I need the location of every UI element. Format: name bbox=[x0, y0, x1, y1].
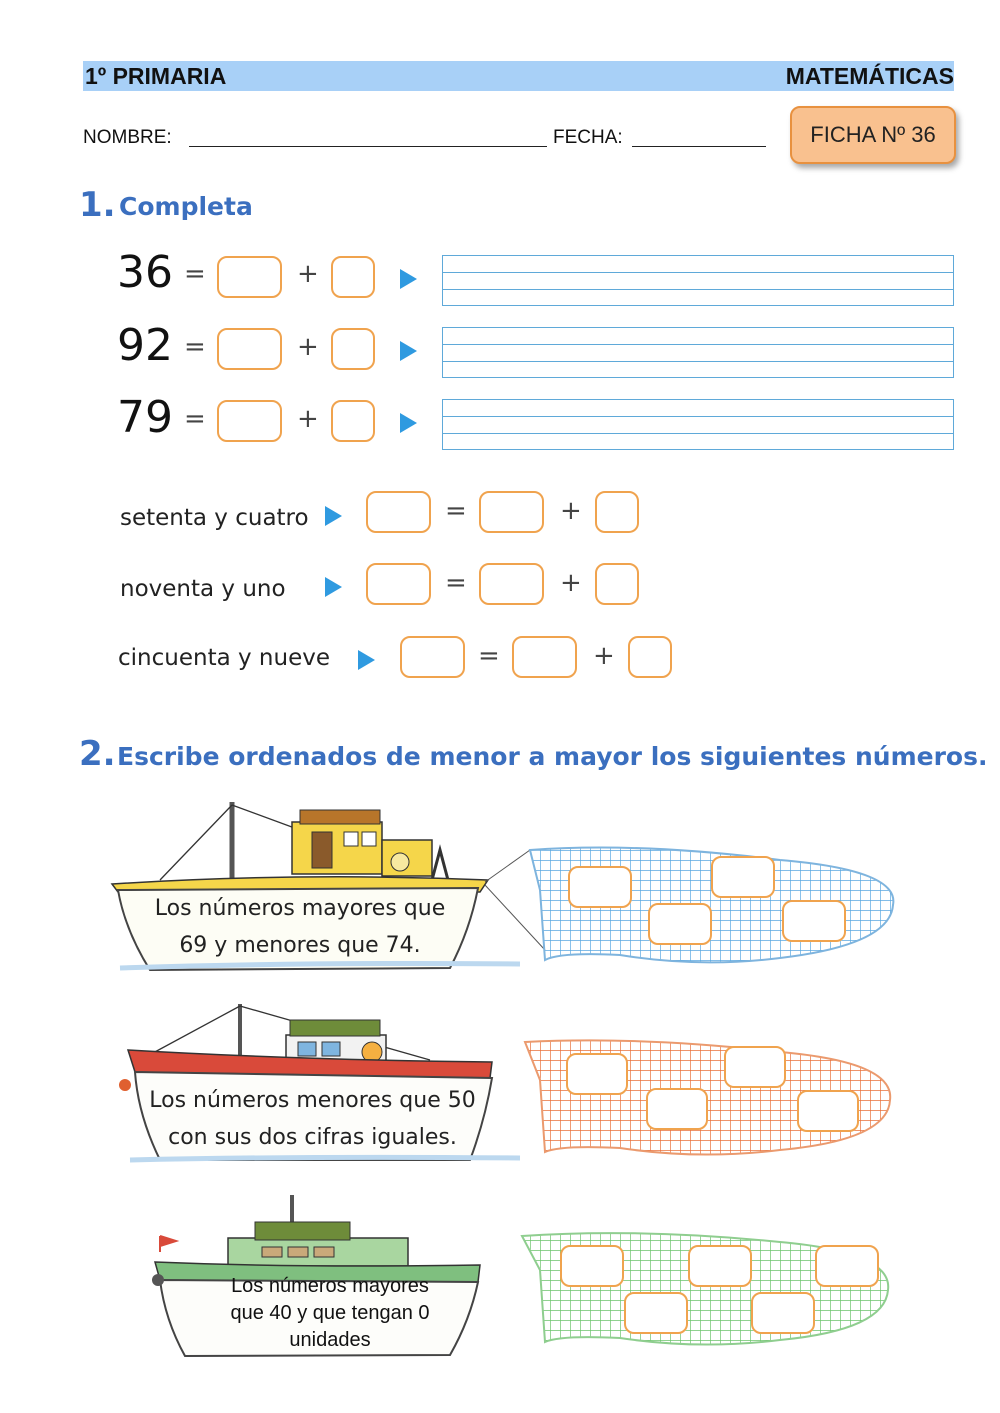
sheet-number-badge: FICHA Nº 36 bbox=[790, 106, 956, 164]
date-label: FECHA: bbox=[553, 127, 623, 148]
boat2-text: Los números menores que 50 con sus dos cifras iguales. bbox=[149, 1088, 476, 1150]
number-92: 92 bbox=[117, 320, 173, 371]
plus-sign: + bbox=[297, 404, 319, 434]
grade-label: 1º PRIMARIA bbox=[85, 63, 227, 89]
plus-sign: + bbox=[593, 641, 615, 671]
net-answer-box[interactable] bbox=[560, 1245, 624, 1287]
word-noventa-y-uno: noventa y uno bbox=[120, 576, 286, 602]
net-answer-box[interactable] bbox=[624, 1292, 688, 1334]
net-answer-box[interactable] bbox=[815, 1245, 879, 1287]
exercise1-title: Completa bbox=[119, 192, 253, 221]
boat1-text: Los números mayores que 69 y menores que 74. bbox=[154, 896, 446, 958]
net-answer-box[interactable] bbox=[751, 1292, 815, 1334]
number-79: 79 bbox=[117, 392, 173, 443]
name-label: NOMBRE: bbox=[83, 127, 172, 148]
equals-sign: = bbox=[184, 404, 206, 434]
word-cincuenta-y-nueve: cincuenta y nueve bbox=[118, 645, 330, 671]
plus-sign: + bbox=[560, 496, 582, 526]
equals-sign: = bbox=[478, 641, 500, 671]
exercise2-number: 2. bbox=[79, 734, 116, 774]
boat3-text: Los números mayores que 40 y que tengan 0 unidades bbox=[230, 1275, 430, 1351]
exercise2-title: Escribe ordenados de menor a mayor los siguientes números. bbox=[117, 742, 988, 771]
equals-sign: = bbox=[445, 568, 467, 598]
plus-sign: + bbox=[297, 259, 319, 289]
word-setenta-y-cuatro: setenta y cuatro bbox=[120, 505, 309, 531]
exercise1-number: 1. bbox=[79, 185, 116, 225]
equals-sign: = bbox=[184, 332, 206, 362]
net-answer-box[interactable] bbox=[688, 1245, 752, 1287]
equals-sign: = bbox=[184, 259, 206, 289]
plus-sign: + bbox=[560, 568, 582, 598]
subject-label: MATEMÁTICAS bbox=[785, 63, 954, 89]
plus-sign: + bbox=[297, 332, 319, 362]
number-36: 36 bbox=[117, 247, 173, 298]
equals-sign: = bbox=[445, 496, 467, 526]
